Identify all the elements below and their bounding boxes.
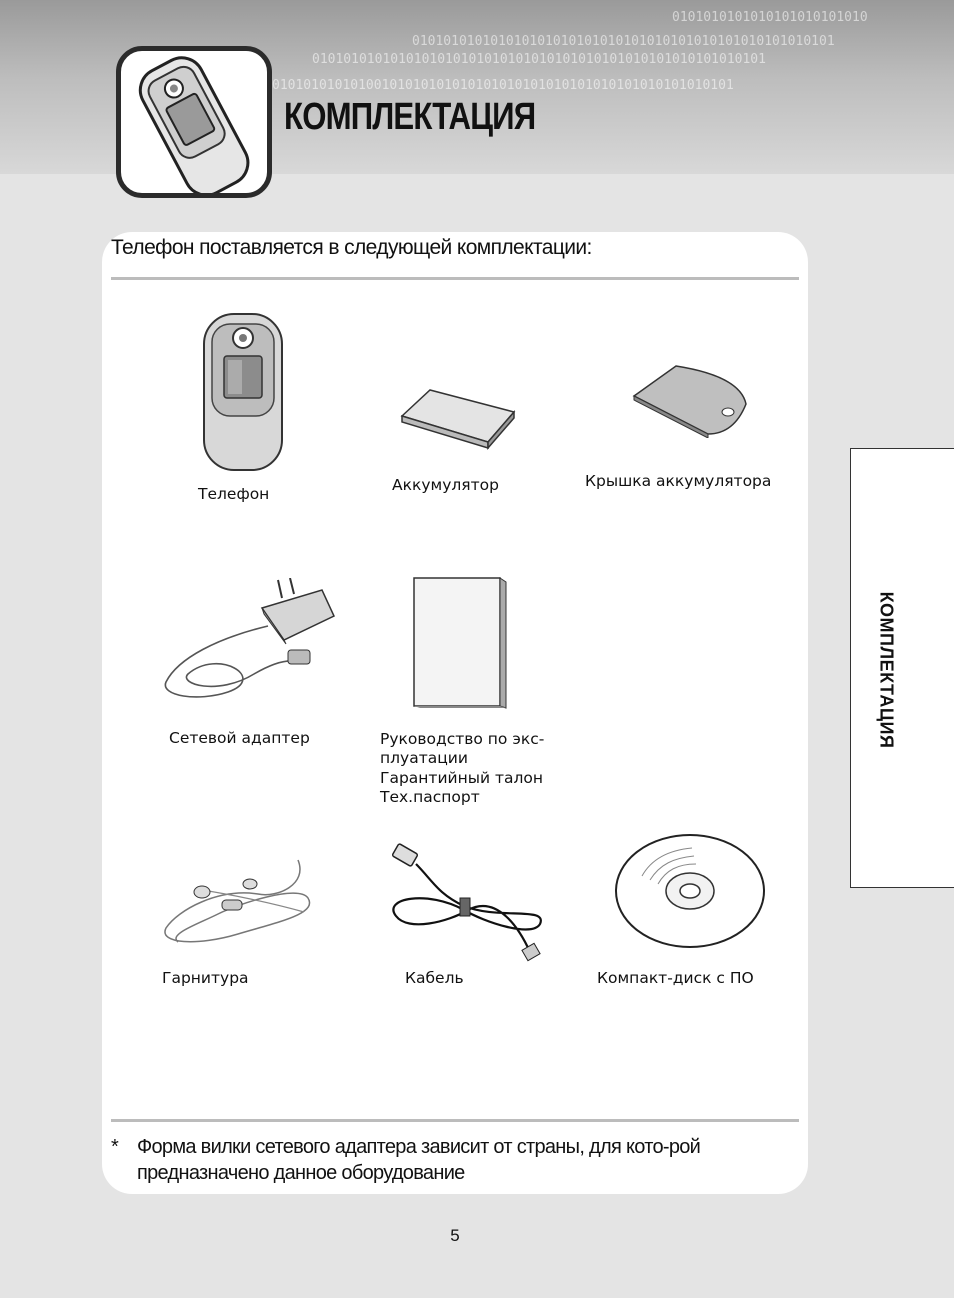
cable-illustration bbox=[388, 840, 550, 966]
headset-illustration bbox=[158, 854, 318, 950]
side-tab-label-wrap bbox=[866, 578, 906, 762]
binary-decoration: 010101010101010101010101010101010101010101010101010101 bbox=[412, 34, 835, 49]
phone-illustration bbox=[196, 310, 290, 472]
item-label-adapter: Сетевой адаптер bbox=[169, 729, 310, 747]
item-label-warranty: Гарантийный талон bbox=[380, 769, 544, 787]
item-label-battery: Аккумулятор bbox=[392, 476, 499, 494]
battery-cover-illustration bbox=[630, 362, 754, 438]
phone-logo-frame bbox=[116, 46, 272, 198]
footnote bbox=[111, 1134, 791, 1186]
battery-illustration bbox=[398, 384, 518, 454]
footnote-text: Форма вилки сетевого адаптера зависит от страны, для кото-рой предназначено данное оборудование bbox=[137, 1136, 701, 1184]
item-label-passport: Тех.паспорт bbox=[380, 788, 480, 806]
item-label-manual-line: плуатации bbox=[380, 749, 468, 767]
side-tab-label: КОМПЛЕКТАЦИЯ bbox=[876, 591, 897, 749]
page-number: 5 bbox=[450, 1226, 460, 1245]
item-label-cd: Компакт-диск с ПО bbox=[597, 969, 754, 987]
binary-decoration: 0101010101010101010101010101010101010101010101010101010101 bbox=[312, 52, 766, 67]
phone-logo-icon bbox=[121, 51, 267, 193]
item-label-battery-cover: Крышка аккумулятора bbox=[585, 472, 772, 490]
item-label-phone: Телефон bbox=[198, 485, 270, 503]
binary-decoration: 01010101010100101010101010101010101010101010101010101010101 bbox=[272, 78, 734, 93]
adapter-illustration bbox=[158, 578, 338, 706]
manual-illustration bbox=[412, 574, 508, 710]
item-label-cable: Кабель bbox=[405, 969, 464, 987]
page-title: КОМПЛЕКТАЦИЯ bbox=[284, 96, 536, 138]
intro-text: Телефон поставляется в следующей комплектации: bbox=[111, 236, 592, 259]
item-label-manual-line: Руководство по экс- bbox=[380, 730, 545, 748]
item-label-headset: Гарнитура bbox=[162, 969, 249, 987]
binary-decoration: 0101010101010101010101010 bbox=[672, 10, 868, 25]
bottom-divider bbox=[111, 1119, 799, 1122]
cd-illustration bbox=[612, 832, 768, 950]
footnote-marker: * bbox=[111, 1136, 119, 1158]
top-divider bbox=[111, 277, 799, 280]
